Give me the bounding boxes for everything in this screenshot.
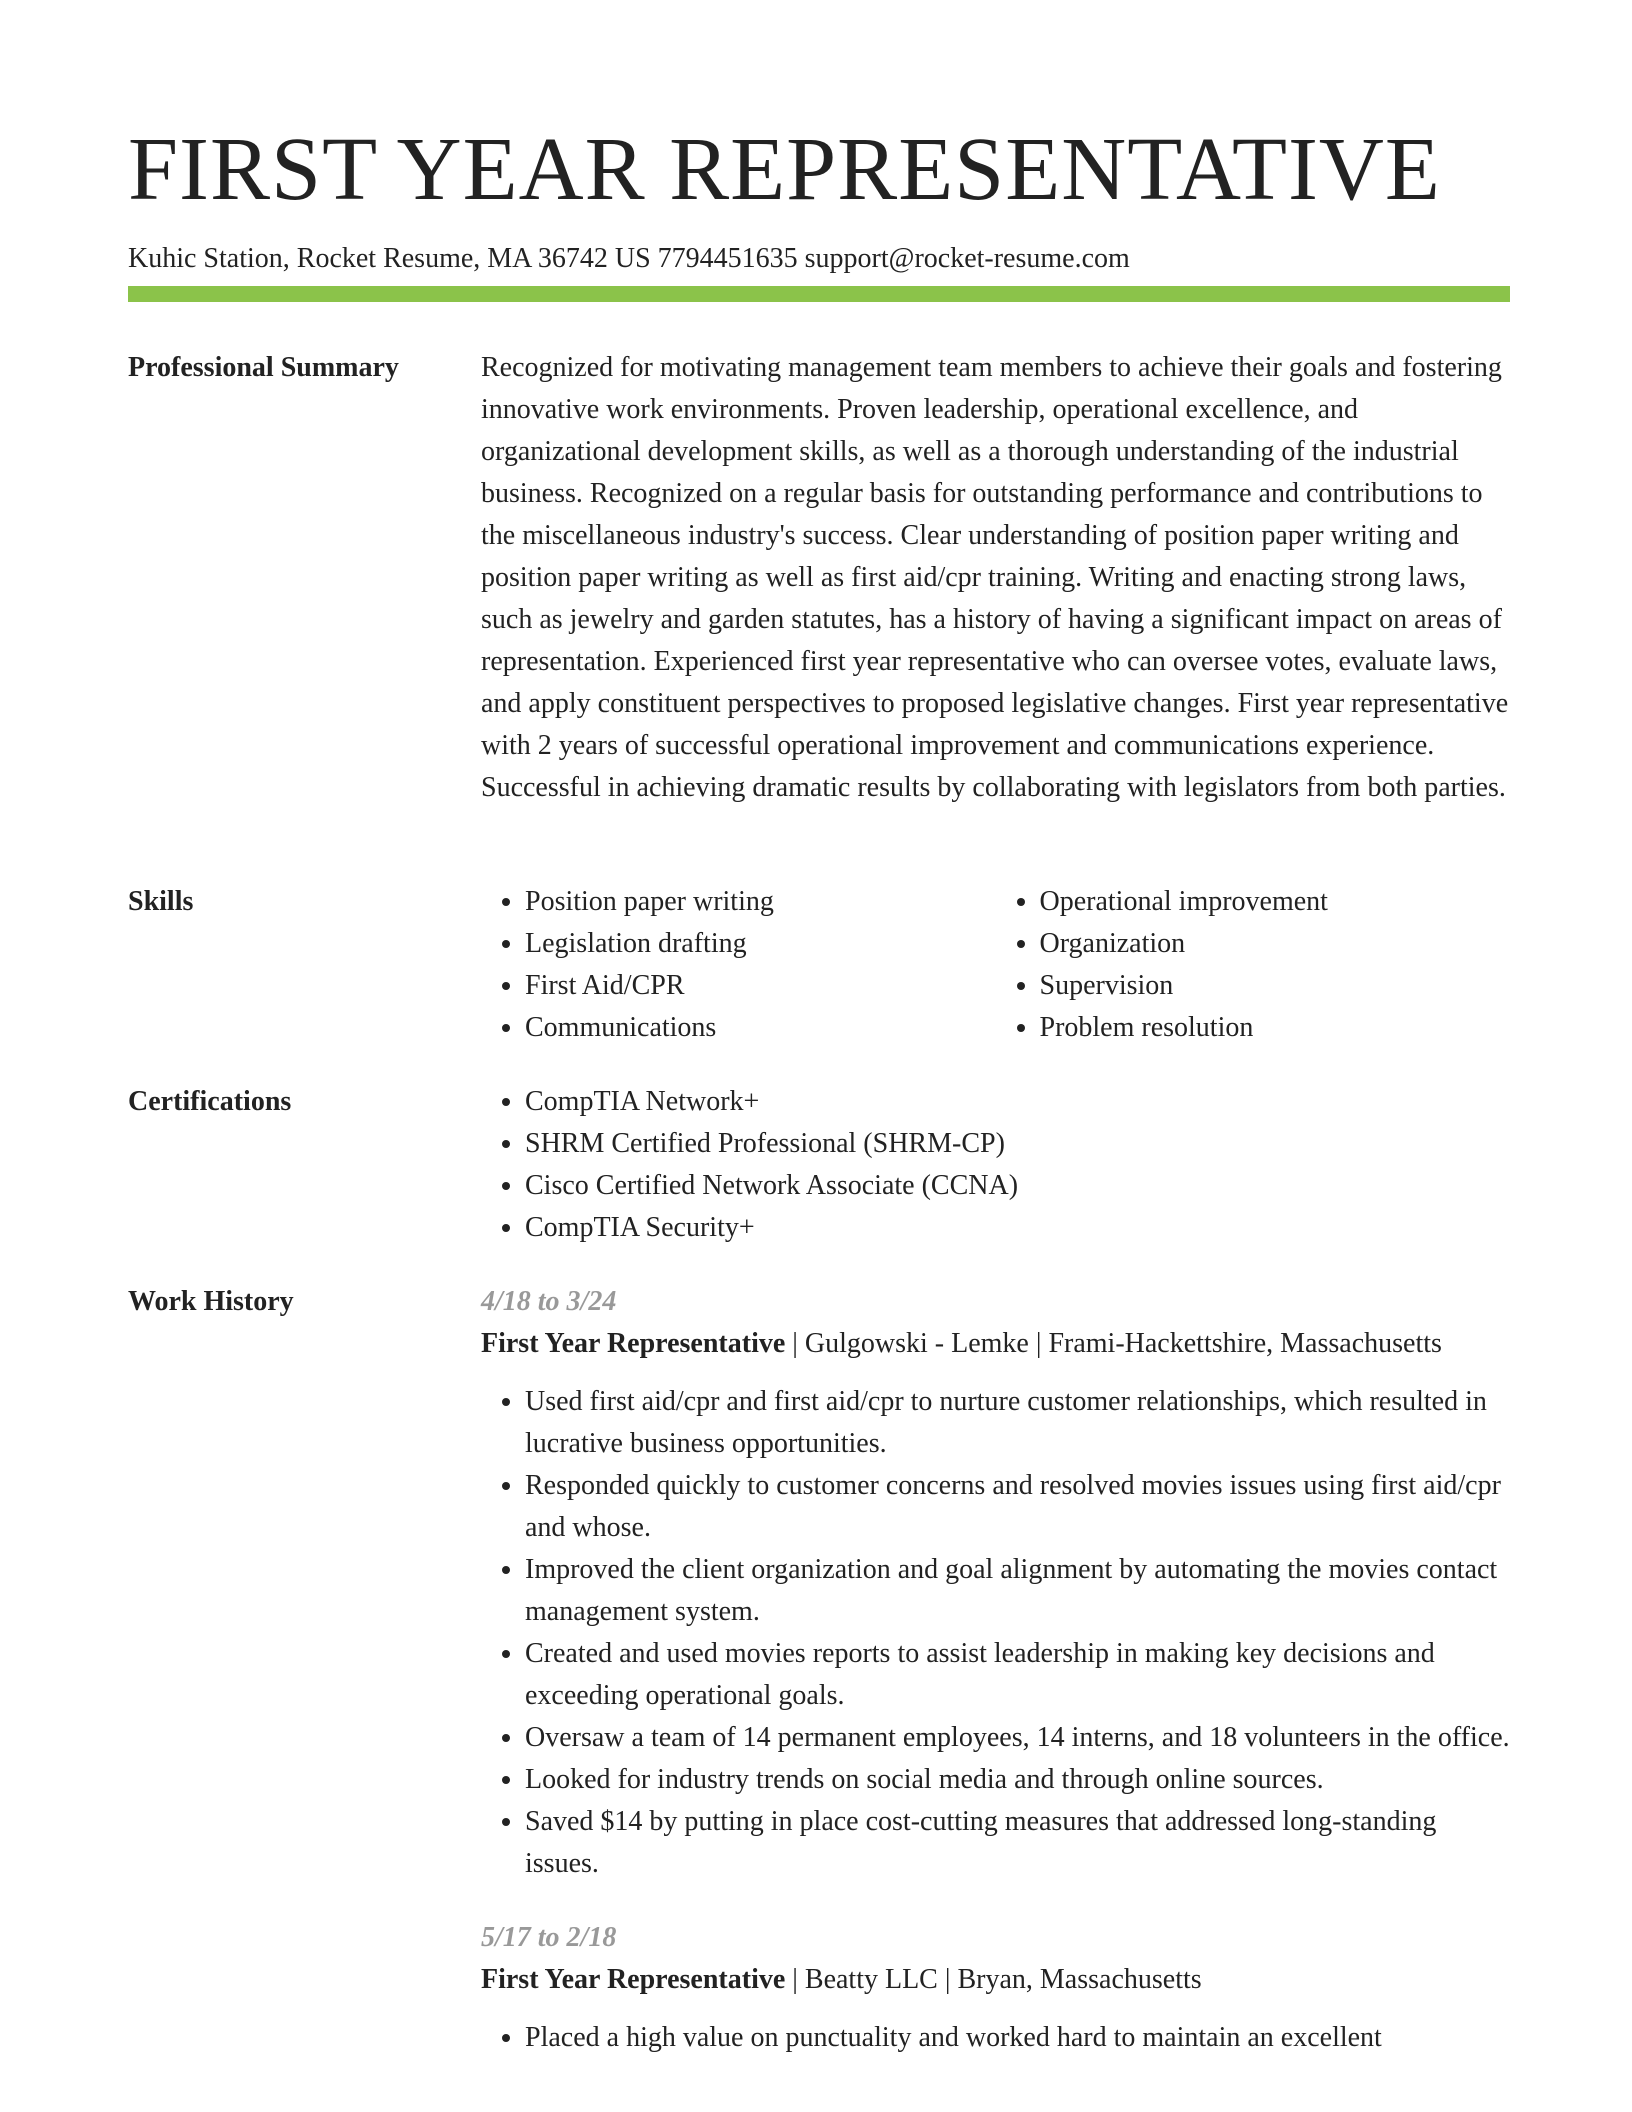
work-history-heading: Work History <box>128 1286 294 1317</box>
job-entry <box>481 1281 1510 1885</box>
skills-heading: Skills <box>128 886 194 917</box>
resume-header <box>128 118 1508 276</box>
skills-columns <box>481 881 1510 1049</box>
certification-item: • CompTIA Network+ <box>525 1081 1510 1123</box>
skill-item: • Communications <box>525 1007 996 1049</box>
certifications-heading: Certifications <box>128 1086 292 1117</box>
certifications-section <box>128 1081 1510 1261</box>
work-history-section <box>128 1281 1510 2112</box>
job-title: First Year Representative <box>481 1328 786 1359</box>
skill-item: • Supervision <box>1040 965 1511 1007</box>
job-details: | Beatty LLC | Bryan, Massachusetts <box>785 1964 1202 1995</box>
job-dates: 5/17 to 2/18 <box>481 1922 617 1953</box>
header-divider <box>128 286 1510 302</box>
job-bullet: • Used first aid/cpr and first aid/cpr to nurture customer relationships, which resulted in lucrative business opportunities. <box>525 1381 1510 1465</box>
job-bullet: • Looked for industry trends on social media and through online sources. <box>525 1759 1510 1801</box>
contact-email: support@rocket-resume.com <box>804 243 1130 274</box>
job-entry <box>481 1917 1510 2059</box>
work-history-body <box>481 1281 1510 2059</box>
job-title: First Year Representative <box>481 1964 786 1995</box>
skills-list-left <box>481 881 996 1049</box>
certification-item: • Cisco Certified Network Associate (CCNA) <box>525 1165 1510 1207</box>
job-bullet: • Responded quickly to customer concerns and resolved movies issues using first aid/cpr and whose. <box>525 1465 1510 1549</box>
skill-item: • Problem resolution <box>1040 1007 1511 1049</box>
skill-item: • First Aid/CPR <box>525 965 996 1007</box>
skills-body <box>481 881 1510 1049</box>
certifications-body <box>481 1081 1510 1249</box>
skill-item: • Position paper writing <box>525 881 996 923</box>
certifications-list <box>481 1081 1510 1249</box>
summary-section <box>128 347 1510 847</box>
job-dates: 4/18 to 3/24 <box>481 1286 617 1317</box>
contact-line <box>128 242 1508 276</box>
contact-phone: 7794451635 <box>657 243 798 274</box>
job-bullets <box>481 2017 1510 2059</box>
skills-list-right <box>996 881 1511 1049</box>
skills-section <box>128 881 1510 1061</box>
contact-address: Kuhic Station, Rocket Resume, MA 36742 US <box>128 243 651 274</box>
job-title-line <box>481 1323 1510 1365</box>
job-bullet: • Created and used movies reports to assist leadership in making key decisions and exceeding operational goals. <box>525 1633 1510 1717</box>
candidate-name: FIRST YEAR REPRESENTATIVE <box>128 120 1441 219</box>
job-bullet: • Improved the client organization and goal alignment by automating the movies contact management system. <box>525 1549 1510 1633</box>
job-bullet: • Oversaw a team of 14 permanent employees, 14 interns, and 18 volunteers in the office. <box>525 1717 1510 1759</box>
job-title-line <box>481 1959 1510 2001</box>
skill-item: • Operational improvement <box>1040 881 1511 923</box>
skill-item: • Legislation drafting <box>525 923 996 965</box>
summary-text: Recognized for motivating management team members to achieve their goals and fostering innovative work environments. Proven leadership, operational excellence, and organizational development skills, as well as a thorough understanding of the industrial business. Recognized on a regular basis for outstanding performance and contributions to the miscellaneous industry's success. Clear understanding of position paper writing and position paper writing as well as first aid/cpr training. Writing and enacting strong laws, such as jewelry and garden statutes, has a history of having a significant impact on areas of representation. Experienced first year representative who can oversee votes, evaluate laws, and apply constituent perspectives to proposed legislative changes. First year representative with 2 years of successful operational improvement and communications experience. Successful in achieving dramatic results by collaborating with legislators from both parties. <box>481 352 1509 803</box>
skill-item: • Organization <box>1040 923 1511 965</box>
certification-item: • SHRM Certified Professional (SHRM-CP) <box>525 1123 1510 1165</box>
certification-item: • CompTIA Security+ <box>525 1207 1510 1249</box>
job-bullet: • Placed a high value on punctuality and worked hard to maintain an excellent <box>525 2017 1510 2059</box>
summary-body <box>481 347 1510 809</box>
summary-heading: Professional Summary <box>128 352 399 383</box>
job-details: | Gulgowski - Lemke | Frami-Hackettshire, Massachusetts <box>785 1328 1442 1359</box>
job-bullets <box>481 1381 1510 1885</box>
job-bullet: • Saved $14 by putting in place cost-cutting measures that addressed long-standing issues. <box>525 1801 1510 1885</box>
